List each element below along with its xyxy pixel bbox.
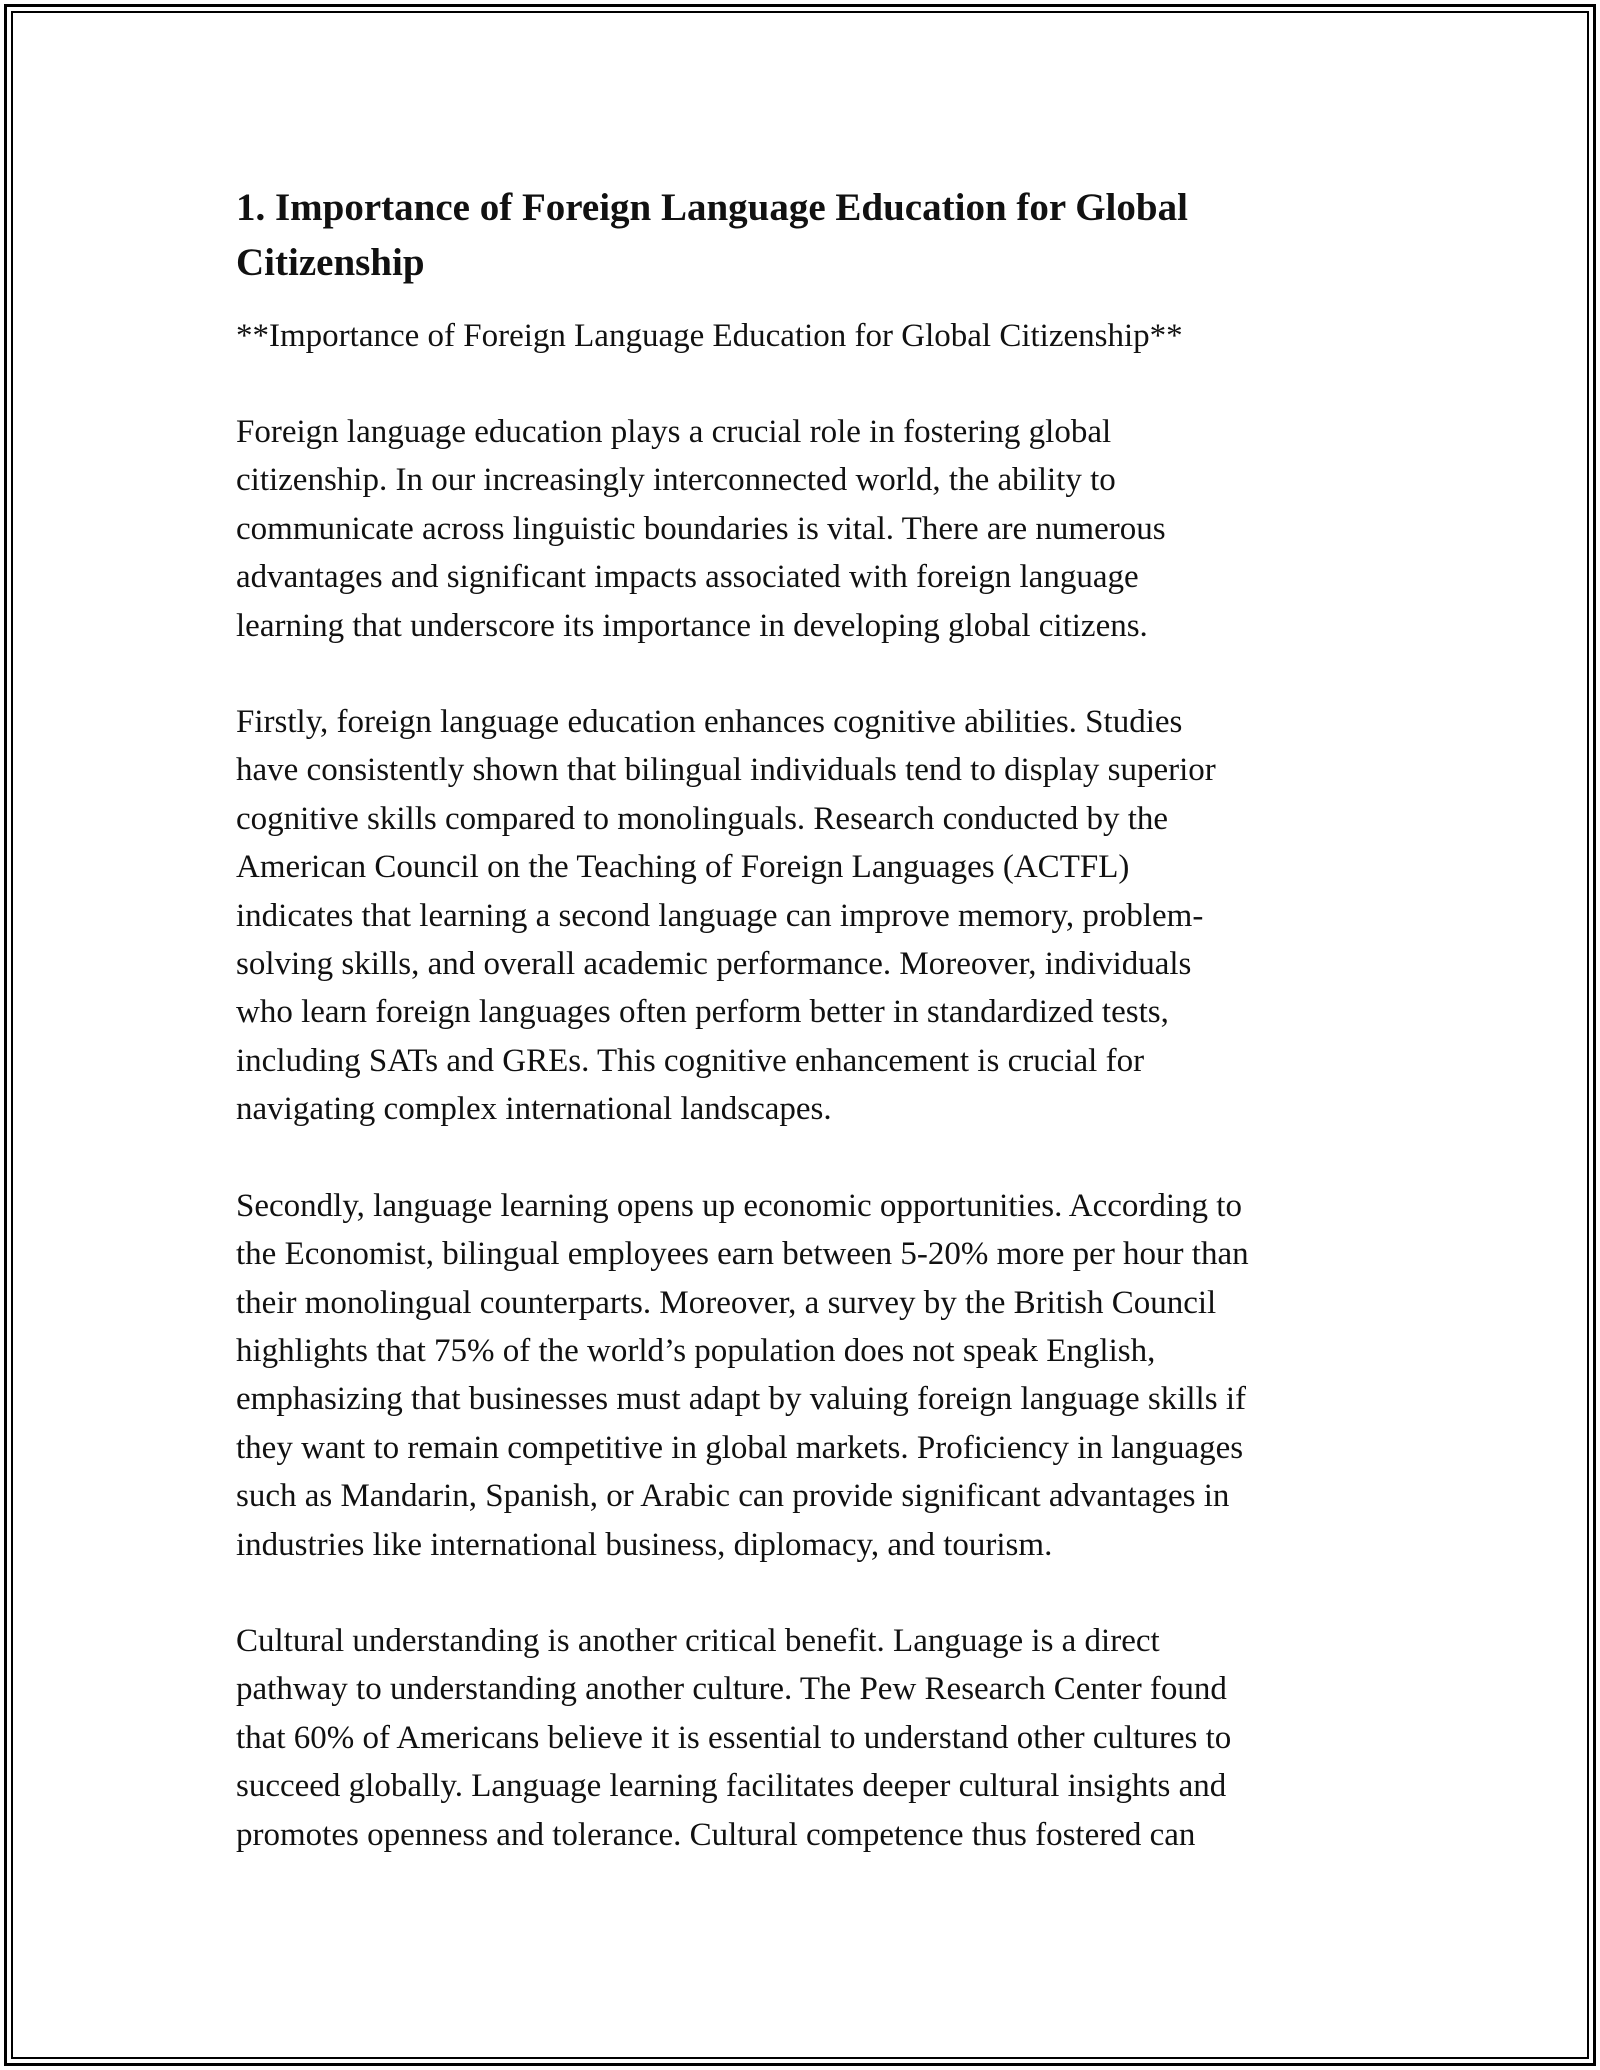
paragraph-line: including SATs and GREs. This cognitive enhancement is crucial for (236, 1042, 1145, 1079)
paragraph-line: have consistently shown that bilingual individuals tend to display superior (236, 752, 1216, 789)
heading-line: Citizenship (236, 241, 425, 284)
paragraph-line: Secondly, language learning opens up economic opportunities. According to (236, 1187, 1242, 1224)
paragraph-line: industries like international business, diplomacy, and tourism. (236, 1526, 1053, 1563)
paragraph-line: that 60% of Americans believe it is essential to understand other cultures to (236, 1719, 1232, 1756)
paragraph-line: Firstly, foreign language education enhances cognitive abilities. Studies (236, 704, 1183, 741)
document-content (236, 180, 1376, 1907)
heading-line: 1. Importance of Foreign Language Education for Global (236, 186, 1188, 229)
paragraph-line: advantages and significant impacts associated with foreign language (236, 559, 1139, 596)
paragraph-line: communicate across linguistic boundaries is vital. There are numerous (236, 510, 1166, 547)
paragraph-line: who learn foreign languages often perform better in standardized tests, (236, 994, 1169, 1031)
paragraph-line: such as Mandarin, Spanish, or Arabic can provide significant advantages in (236, 1478, 1230, 1515)
paragraph-line: indicates that learning a second language can improve memory, problem- (236, 897, 1204, 934)
paragraph-line: promotes openness and tolerance. Cultural competence thus fostered can (236, 1816, 1196, 1853)
section-heading (236, 180, 1376, 290)
paragraph-line: learning that underscore its importance in developing global citizens. (236, 607, 1148, 644)
paragraph-line: emphasizing that businesses must adapt by valuing foreign language skills if (236, 1381, 1246, 1418)
section-subtitle: **Importance of Foreign Language Education for Global Citizenship** (236, 318, 1183, 354)
paragraph-line: succeed globally. Language learning facilitates deeper cultural insights and (236, 1768, 1227, 1805)
paragraph-cultural (236, 1617, 1376, 1859)
paragraph-intro (236, 408, 1376, 650)
paragraph-line: they want to remain competitive in global markets. Proficiency in languages (236, 1429, 1244, 1466)
paragraph-line: Foreign language education plays a crucial role in fostering global (236, 414, 1112, 450)
paragraph-line: solving skills, and overall academic performance. Moreover, individuals (236, 946, 1192, 983)
paragraph-line: pathway to understanding another culture. The Pew Research Center found (236, 1671, 1227, 1708)
paragraph-line: American Council on the Teaching of Foreign Languages (ACTFL) (236, 849, 1130, 886)
paragraph-line: the Economist, bilingual employees earn between 5-20% more per hour than (236, 1236, 1249, 1273)
paragraph-line: their monolingual counterparts. Moreover, a survey by the British Council (236, 1284, 1217, 1321)
paragraph-economic (236, 1182, 1376, 1569)
paragraph-line: Cultural understanding is another critical benefit. Language is a direct (236, 1622, 1160, 1659)
paragraph-line: citizenship. In our increasingly interconnected world, the ability to (236, 462, 1116, 499)
paragraph-line: navigating complex international landscapes. (236, 1091, 832, 1128)
paragraph-line: cognitive skills compared to monolinguals. Research conducted by the (236, 800, 1169, 837)
paragraph-cognitive (236, 698, 1376, 1134)
paragraph-line: highlights that 75% of the world’s population does not speak English, (236, 1332, 1156, 1369)
